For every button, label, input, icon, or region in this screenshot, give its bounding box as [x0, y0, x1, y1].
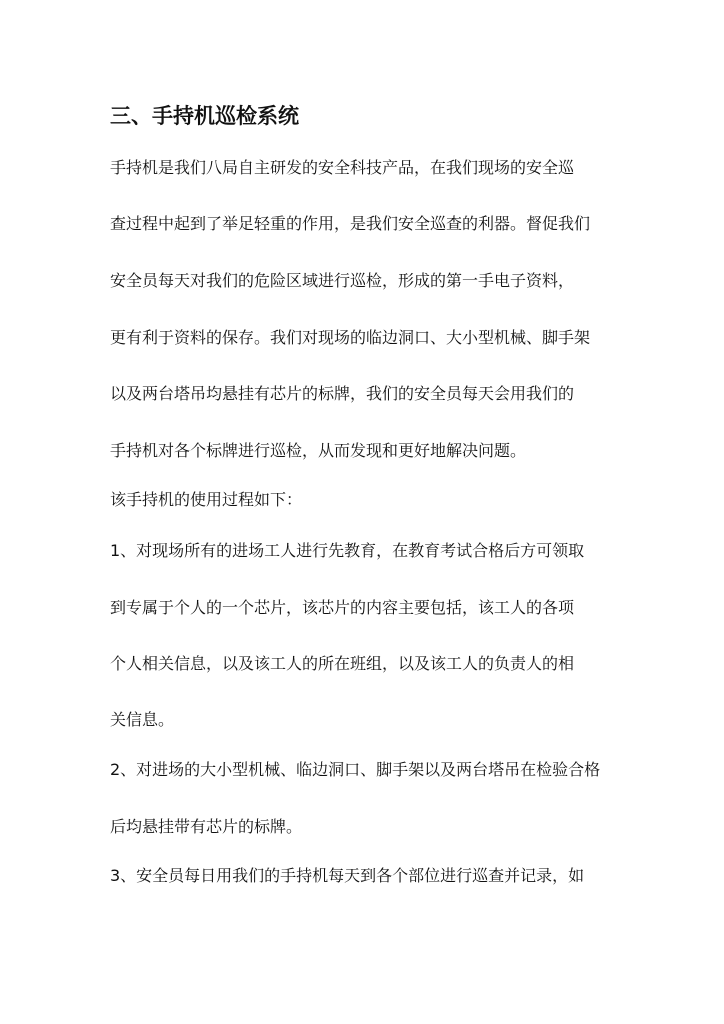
- list-item-line: 关信息。: [110, 710, 175, 729]
- paragraph-line: 以及两台塔吊均悬挂有芯片的标牌，我们的安全员每天会用我们的: [110, 384, 575, 403]
- list-item-line: 后均悬挂带有芯片的标牌。: [110, 817, 303, 836]
- paragraph-line: 查过程中起到了举足轻重的作用，是我们安全巡查的利器。督促我们: [110, 214, 591, 233]
- list-item-line: 到专属于个人的一个芯片，该芯片的内容主要包括，该工人的各项: [110, 598, 575, 617]
- paragraph-line: 更有利于资料的保存。我们对现场的临边洞口、大小型机械、脚手架: [110, 328, 591, 347]
- list-item-line: 3、安全员每日用我们的手持机每天到各个部位进行巡查并记录，如: [110, 866, 585, 885]
- paragraph-line: 安全员每天对我们的危险区域进行巡检，形成的第一手电子资料，: [110, 271, 575, 290]
- section-heading: 三、手持机巡检系统: [110, 104, 299, 128]
- list-item-line: 2、对进场的大小型机械、临边洞口、脚手架以及两台塔吊在检验合格: [110, 760, 601, 779]
- list-item-line: 个人相关信息，以及该工人的所在班组，以及该工人的负责人的相: [110, 654, 575, 673]
- paragraph-line: 手持机对各个标牌进行巡检，从而发现和更好地解决问题。: [110, 441, 527, 460]
- paragraph-line: 该手持机的使用过程如下：: [110, 490, 303, 509]
- list-item-line: 1、对现场所有的进场工人进行先教育，在教育考试合格后方可领取: [110, 541, 585, 560]
- paragraph-line: 手持机是我们八局自主研发的安全科技产品，在我们现场的安全巡: [110, 158, 575, 177]
